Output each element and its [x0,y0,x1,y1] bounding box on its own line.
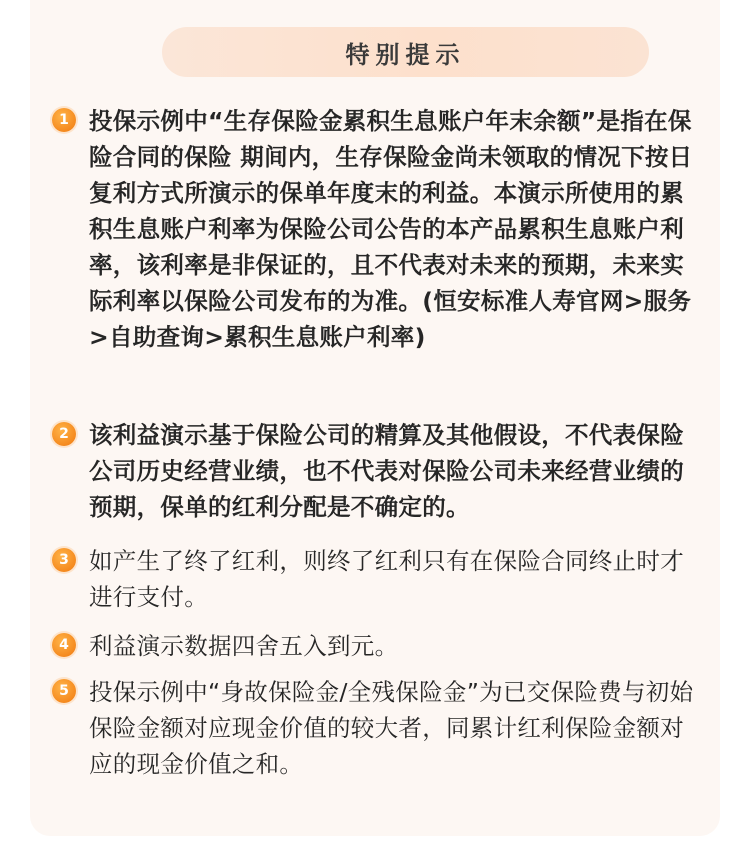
number-badge-icon: 4 [52,633,76,657]
notice-text: 投保示例中“身故保险金/全残保险金”为已交保险费与初始保险金额对应现金价值的较大者，同累计红利保险金额对应的现金价值之和。 [89,678,694,778]
notice-text: 该利益演示基于保险公司的精算及其他假设，不代表保险公司历史经营业绩，也不代表对保险公司未来经营业绩的预期，保单的红利分配是不确定的。 [89,421,684,521]
notice-item-3 [52,543,702,615]
number-badge-icon: 2 [52,422,76,446]
notice-item-2 [52,417,702,525]
number-badge-icon: 1 [52,108,76,132]
notice-item-1 [52,103,702,355]
notice-text: 投保示例中“生存保险金累积生息账户年末余额”是指在保险合同的保险 期间内，生存保险金尚未领取的情况下按日复利方式所演示的保单年度末的利益。本演示所使用的累积生息账户利率为保险公司公告的本产品累积生息账户利率，该利率是非保证的，且不代表对未来的预期，未来实际利率以保险公司发布的为准。(恒安标准人寿官网>服务>自助查询>累积生息账户利率) [89,107,693,351]
number-badge-icon: 3 [52,548,76,572]
notice-item-4 [52,628,702,664]
notice-text: 如产生了终了红利，则终了红利只有在保险合同终止时才进行支付。 [89,547,684,611]
title-banner [162,27,649,77]
page-title: 特别提示 [345,40,466,69]
number-badge-icon: 5 [52,679,76,703]
notice-text: 利益演示数据四舍五入到元。 [89,632,399,660]
notice-item-5 [52,674,702,782]
